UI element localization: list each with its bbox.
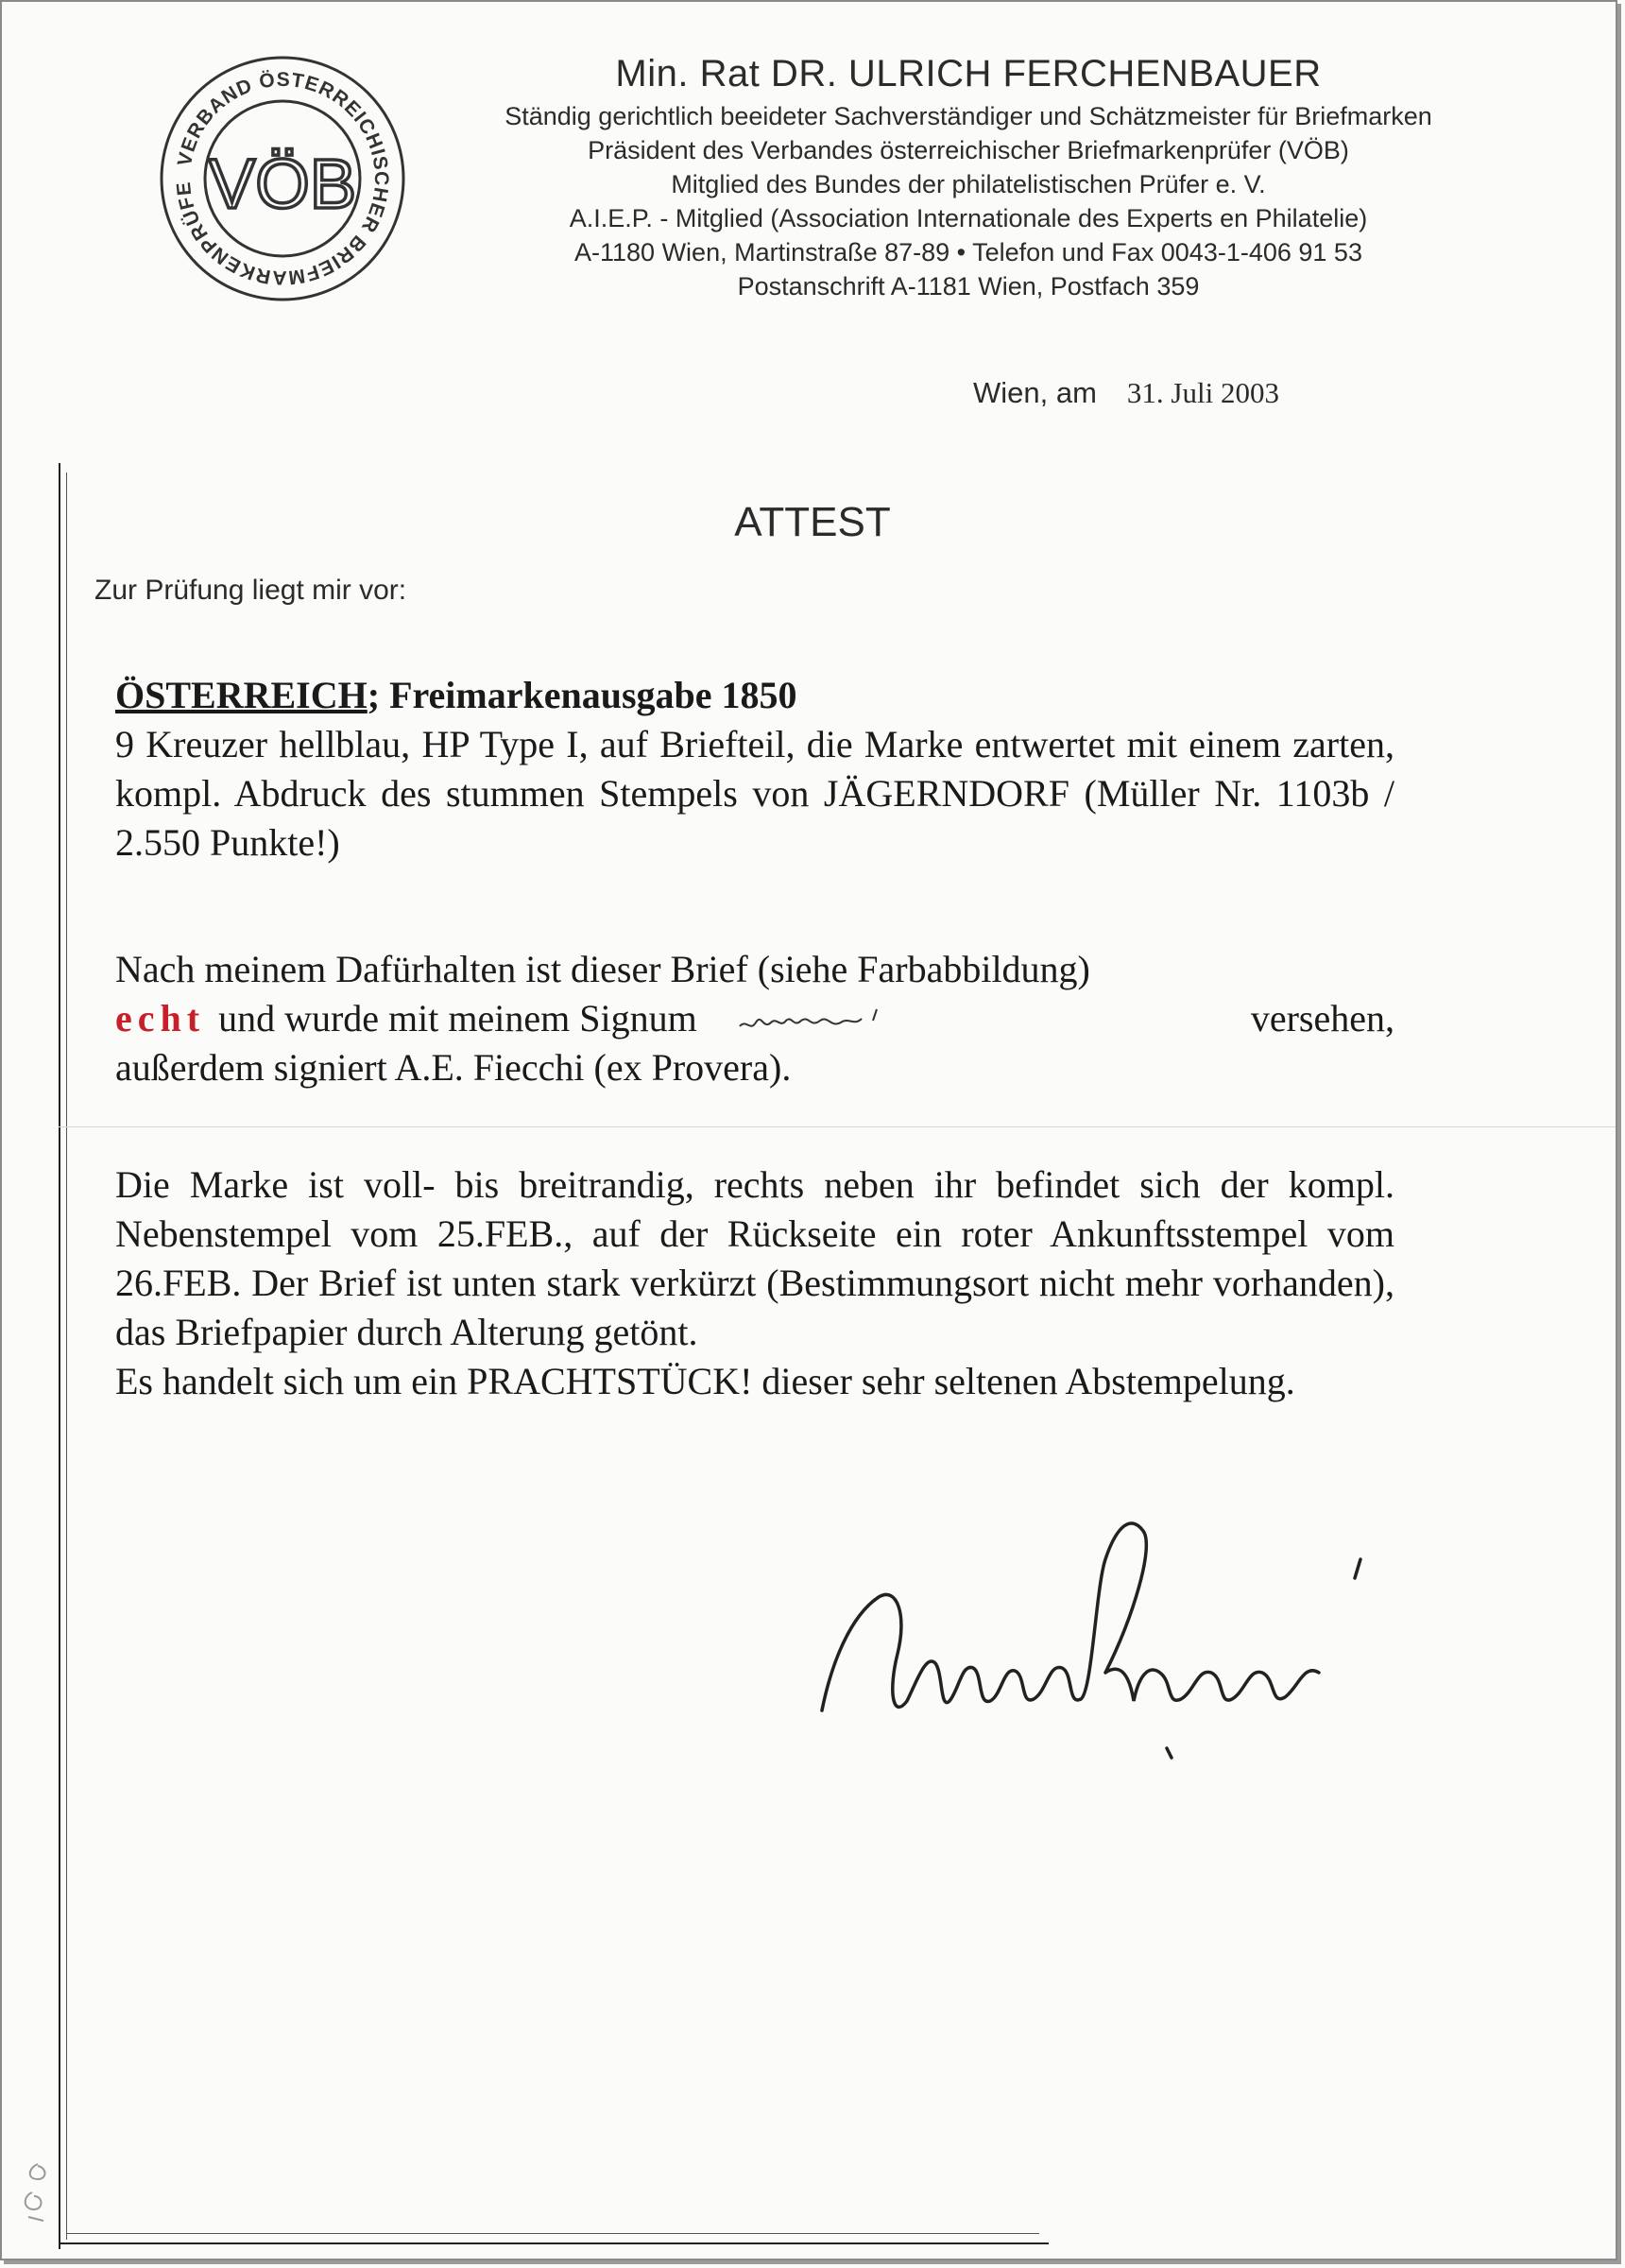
date-place: Wien, am bbox=[973, 376, 1097, 409]
header-line: A-1180 Wien, Martinstraße 87-89 • Telefon und Fax 0043-1-406 91 53 bbox=[574, 238, 1362, 266]
header-line: Präsident des Verbandes österreichischer Briefmarkenprüfer (VÖB) bbox=[588, 136, 1349, 164]
paragraph-1: 9 Kreuzer hellblau, HP Type I, auf Briefteil, die Marke entwertet mit einem zarten, kompl. Abdruck des stummen Stempels von JÄGERNDORF (Müller Nr. 1103b / 2.550 Punkte!) bbox=[115, 723, 1394, 864]
voeb-seal bbox=[159, 55, 406, 302]
heading-rest: ; Freimarkenausgabe 1850 bbox=[367, 674, 797, 716]
letterhead bbox=[425, 53, 1512, 303]
pencil-annotation bbox=[9, 2155, 57, 2230]
verdict-line-1: Nach meinem Dafürhalten ist dieser Brief (siehe Farbabbildung) bbox=[115, 948, 1090, 990]
handwritten-signature bbox=[794, 1474, 1417, 1796]
svg-text:VERBAND ÖSTERREICHISCHER BRIEF: VERBAND ÖSTERREICHISCHER BRIEFMARKENPRÜFE bbox=[172, 68, 393, 289]
header-line: Ständig gerichtlich beeideter Sachverständiger und Schätzmeister für Briefmarken bbox=[505, 102, 1432, 130]
border-line-left bbox=[59, 463, 60, 2249]
border-line-left-inner bbox=[66, 472, 67, 2240]
heading-country: ÖSTERREICH bbox=[115, 674, 368, 716]
paragraph-4: Es handelt sich um ein PRACHTSTÜCK! dieser sehr seltenen Abstempelung. bbox=[115, 1360, 1295, 1402]
border-line-bottom bbox=[59, 2242, 1049, 2244]
document-title: ATTEST bbox=[734, 499, 891, 545]
verdict-end: versehen, bbox=[1250, 997, 1394, 1040]
echt-label: echt bbox=[115, 997, 206, 1040]
header-line: Postanschrift A-1181 Wien, Postfach 359 bbox=[737, 272, 1200, 301]
signum-mark bbox=[735, 1000, 924, 1038]
item-heading bbox=[115, 673, 797, 717]
date-value: 31. Juli 2003 bbox=[1126, 376, 1279, 409]
paragraph-3: Die Marke ist voll- bis breitrandig, rechts neben ihr befindet sich der kompl. Nebenstempel vom 25.FEB., auf der Rückseite ein roter Ankunftsstempel vom 26.FEB. Der Brief ist unten stark verkürzt (Bestimmungsort nicht mehr vorhanden), das Briefpapier durch Alterung getönt. bbox=[115, 1163, 1394, 1353]
verdict-line-3: außerdem signiert A.E. Fiecchi (ex Provera). bbox=[115, 1046, 792, 1089]
verdict-line-2 bbox=[115, 994, 1394, 1043]
paragraph-description bbox=[115, 720, 1394, 868]
expert-name: Min. Rat DR. ULRICH FERCHENBAUER bbox=[615, 53, 1322, 94]
header-line: A.I.E.P. - Mitglied (Association Internationale des Experts en Philatelie) bbox=[569, 204, 1368, 232]
svg-text:VÖB: VÖB bbox=[208, 145, 357, 223]
border-line-bottom-inner bbox=[66, 2233, 1039, 2234]
paper-fold-line bbox=[59, 1126, 1616, 1127]
intro-text: Zur Prüfung liegt mir vor: bbox=[94, 575, 407, 606]
verdict-mid: und wurde mit meinem Signum bbox=[218, 997, 697, 1040]
paragraph-verdict bbox=[115, 945, 1394, 1092]
paragraph-condition bbox=[115, 1160, 1394, 1406]
date-line bbox=[973, 376, 1279, 410]
header-line: Mitglied des Bundes der philatelistischen Prüfer e. V. bbox=[671, 170, 1266, 198]
